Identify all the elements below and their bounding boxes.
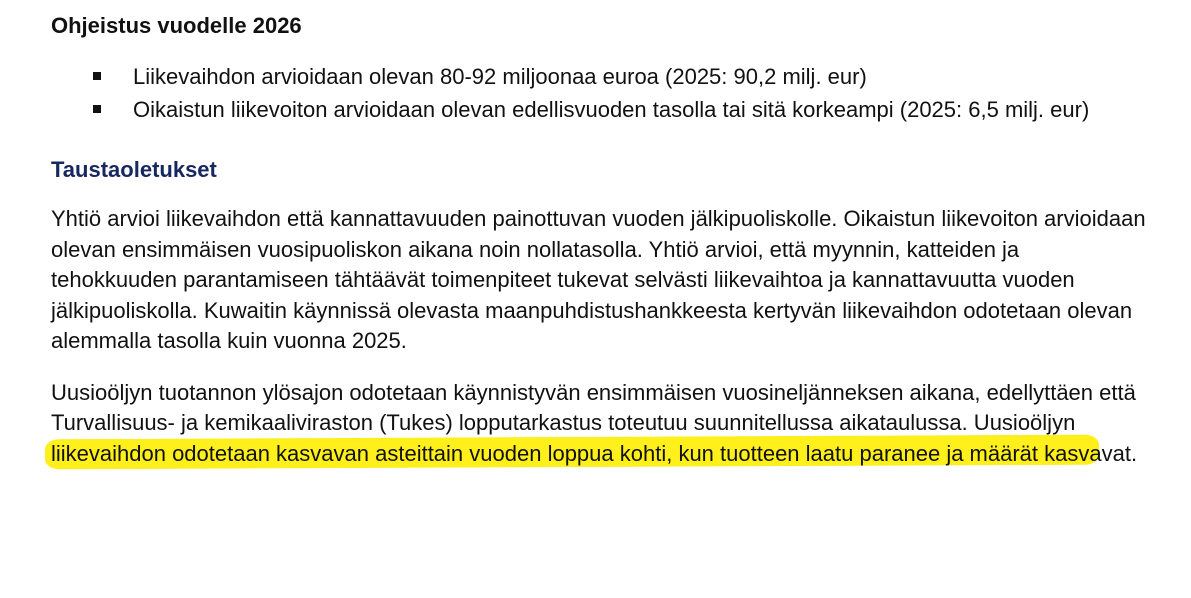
- bullet-text: Oikaistun liikevoiton arvioidaan olevan edellisvuoden tasolla tai sitä korkeampi (2025: 6,5 milj. eur): [133, 97, 1090, 122]
- document-body: [51, 12, 1151, 469]
- assumptions-paragraph: Yhtiö arvioi liikevaihdon että kannattavuuden painottuvan vuoden jälkipuoliskolle. Oikaistun liikevoiton arvioidaan olevan ensimmäisen vuosipuoliskon aikana noin nollatasolla. Yhtiö arvioi, että myynnin, katteiden ja tehokkuuden parantamiseen tähtäävät toimenpiteet tukevat selvästi liikevaihtoa ja kannattavuutta vuoden jälkipuoliskolla. Kuwaitin käynnissä olevasta maanpuhdistushankkeesta kertyvän liikevaihdon odotetaan olevan alemmalla tasolla kuin vuonna 2025.: [51, 206, 1146, 353]
- section-title: Taustaoletukset: [51, 157, 217, 182]
- square-bullet-icon: [93, 105, 101, 113]
- square-bullet-icon: [93, 72, 101, 80]
- guidance-heading: Ohjeistus vuodelle 2026: [51, 13, 302, 38]
- guidance-bullet-list: [51, 60, 1151, 126]
- list-item: [51, 60, 1151, 93]
- bullet-text: Liikevaihdon arvioidaan olevan 80-92 miljoonaa euroa (2025: 90,2 milj. eur): [133, 64, 867, 89]
- list-item: [51, 93, 1151, 126]
- production-paragraph: [51, 378, 1151, 470]
- highlighted-text: Uusioöljyn tuotannon ylösajon odotetaan käynnistyvän ensimmäisen vuosineljänneksen aikana,: [51, 379, 981, 405]
- paragraph-text: edellyttäen että Turvallisuus- ja kemikaaliviraston (Tukes) lopputarkastus toteutuu suunnitellussa aikataulussa. Uusioöljyn liikevaihdon odotetaan kasvavan asteittain vuoden loppua kohti, kun tuotteen laatu paranee ja määrät kasvavat.: [51, 379, 1138, 466]
